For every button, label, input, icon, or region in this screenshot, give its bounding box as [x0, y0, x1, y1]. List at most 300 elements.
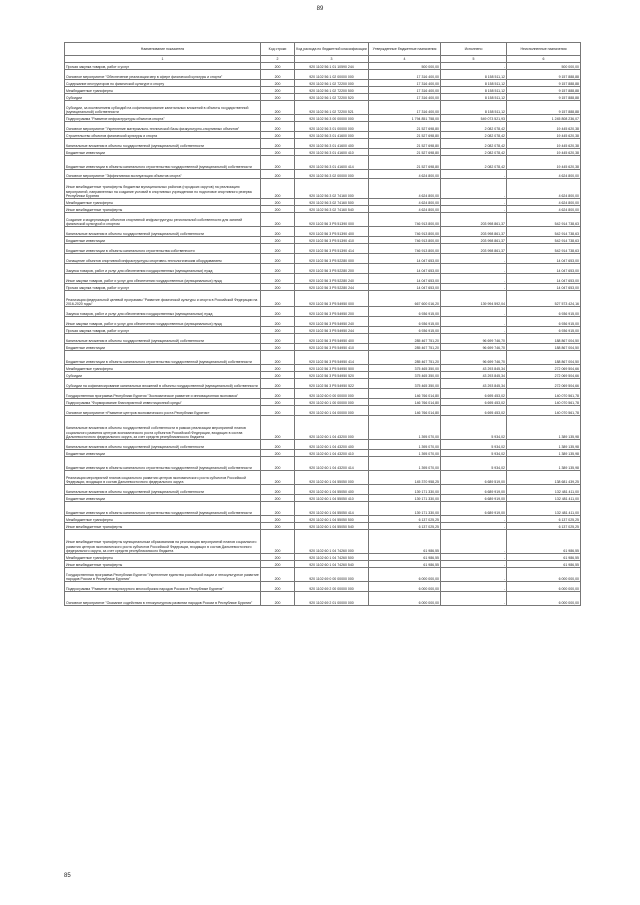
row-approved: 146 766 014,80	[369, 399, 441, 406]
row-line-code: 200	[261, 365, 295, 372]
row-approved: 139 171 330,00	[369, 502, 441, 516]
row-remaining: 272 069 504,66	[507, 372, 581, 379]
table-row	[65, 101, 581, 115]
row-name: Прочая закупка товаров, работ и услуг	[65, 284, 261, 291]
row-remaining: 542 914 738,63	[507, 237, 581, 244]
row-budget-code: 920 1102 56 3 01 41600 000	[295, 132, 369, 139]
row-line-code: 200	[261, 372, 295, 379]
row-executed: 6 689 919,00	[441, 502, 507, 516]
row-approved: 17 316 400,00	[369, 101, 441, 115]
row-budget-code: 920 1102 56 3 P5 54950 000	[295, 291, 369, 307]
table-row	[65, 317, 581, 327]
table-row	[65, 471, 581, 485]
row-remaining: 188 867 004,50	[507, 351, 581, 365]
row-name: Капитальные вложения в объекты государственной (муниципальной) собственности	[65, 485, 261, 495]
header-name: Наименование показателя	[65, 43, 261, 56]
row-name: Подпрограмма "Развитие этнокультурного многообразия народов России в Республике Бурятия"	[65, 582, 261, 592]
row-budget-code: 920 1102 69 2 01 00000 000	[295, 592, 369, 606]
row-executed: 6 689 919,00	[441, 485, 507, 495]
table-row	[65, 334, 581, 344]
row-executed: -	[441, 327, 507, 334]
row-line-code: 200	[261, 156, 295, 170]
row-budget-code: 920 1102 56 1 02 72200 521	[295, 101, 369, 115]
table-row	[65, 495, 581, 502]
row-executed: -	[441, 264, 507, 274]
row-executed: 8 158 511,12	[441, 94, 507, 101]
row-remaining: 1 389 135,98	[507, 416, 581, 440]
row-name: Основное мероприятие «Развитие центров экономического роста Республики Бурятия»	[65, 406, 261, 416]
row-approved: 1 395 070,00	[369, 416, 441, 440]
table-row	[65, 568, 581, 582]
row-line-code: 200	[261, 122, 295, 132]
table-row	[65, 254, 581, 264]
row-executed: 5 934,02	[441, 416, 507, 440]
table-row	[65, 87, 581, 94]
row-name: Реализация федеральной целевой программы "Развитие физической культуры и спорта в Российской Федерации на 2016-2020 годы"	[65, 291, 261, 307]
row-approved: 21 527 698,80	[369, 156, 441, 170]
table-row	[65, 94, 581, 101]
row-budget-code: 920 1102 56 3 01 41600 414	[295, 156, 369, 170]
table-row	[65, 406, 581, 416]
table-body	[65, 63, 581, 606]
row-name: Капитальные вложения в объекты государственной (муниципальной) собственности	[65, 139, 261, 149]
row-name: Подпрограмма "Формирование благоприятной инвестиционной среды"	[65, 399, 261, 406]
table-row	[65, 351, 581, 365]
row-line-code: 200	[261, 63, 295, 70]
row-executed: 549 073 521,93	[441, 115, 507, 122]
table-row	[65, 592, 581, 606]
row-name: Межбюджетные трансферты	[65, 199, 261, 206]
row-approved: 1 794 851 758,00	[369, 115, 441, 122]
row-executed: -	[441, 199, 507, 206]
row-line-code: 200	[261, 179, 295, 199]
row-approved: 6 137 025,25	[369, 516, 441, 523]
row-line-code: 200	[261, 101, 295, 115]
row-approved: 6 936 915,00	[369, 307, 441, 317]
row-approved: 6 137 025,25	[369, 523, 441, 530]
row-approved: 6 936 915,00	[369, 327, 441, 334]
column-number-row	[65, 56, 581, 63]
row-executed: 8 158 511,12	[441, 70, 507, 80]
row-budget-code: 920 1102 60 1 04 74260 500	[295, 554, 369, 561]
row-name: Иные межбюджетные трансферты	[65, 561, 261, 568]
row-line-code: 200	[261, 592, 295, 606]
row-approved: 21 527 698,80	[369, 132, 441, 139]
row-remaining: 188 867 004,50	[507, 344, 581, 351]
row-approved: 375 465 350,00	[369, 372, 441, 379]
row-line-code: 200	[261, 199, 295, 206]
row-remaining: 6 936 915,00	[507, 317, 581, 327]
row-approved: 1 395 070,00	[369, 457, 441, 471]
row-line-code: 200	[261, 530, 295, 554]
row-remaining: 527 573 424,16	[507, 291, 581, 307]
row-name: Создание и модернизация объектов спортивной инфраструктуры региональной собственности для занятий физической культурой и спортом	[65, 213, 261, 227]
row-budget-code: 920 1102 60 1 04 55050 400	[295, 485, 369, 495]
row-executed: -	[441, 307, 507, 317]
row-name: Основное мероприятие "Эффективная эксплуатация объектов спорта"	[65, 170, 261, 179]
row-remaining: 19 445 620,38	[507, 139, 581, 149]
row-executed: -	[441, 179, 507, 199]
row-line-code: 200	[261, 87, 295, 94]
row-remaining: 272 069 504,66	[507, 365, 581, 372]
row-approved: 746 913 800,00	[369, 244, 441, 254]
row-name: Иные закупки товаров, работ и услуг для обеспечения государственных (муниципальных) нужд	[65, 274, 261, 284]
row-approved: 1 395 070,00	[369, 450, 441, 457]
row-line-code: 200	[261, 389, 295, 399]
table-row	[65, 365, 581, 372]
row-line-code: 200	[261, 94, 295, 101]
row-line-code: 200	[261, 307, 295, 317]
row-approved: 6 936 915,00	[369, 317, 441, 327]
row-line-code: 200	[261, 213, 295, 227]
row-line-code: 200	[261, 170, 295, 179]
row-approved: 500 000,00	[369, 63, 441, 70]
row-budget-code: 920 1102 56 3 P5 54950 520	[295, 372, 369, 379]
row-budget-code: 920 1102 56 3 P5 51390 414	[295, 244, 369, 254]
row-remaining: 138 681 439,25	[507, 471, 581, 485]
row-budget-code: 920 1102 56 3 00 00000 000	[295, 115, 369, 122]
row-approved: 17 316 400,00	[369, 80, 441, 87]
row-budget-code: 920 1102 56 3 P5 54950 500	[295, 365, 369, 372]
row-name: Бюджетные инвестиции	[65, 344, 261, 351]
row-line-code: 200	[261, 317, 295, 327]
row-executed: -	[441, 592, 507, 606]
row-remaining: 61 986,55	[507, 561, 581, 568]
row-approved: 4 624 800,00	[369, 170, 441, 179]
row-name: Капитальные вложения в объекты государственной собственности в рамках реализации мероприятий планов социального развития центров экономического роста субъектов Российской Федерации, входящих в состав Дальневосточного федерального округа, за счет средств республиканского бюджета	[65, 416, 261, 440]
row-approved: 21 527 698,80	[369, 149, 441, 156]
row-budget-code: 920 1102 60 1 04 55050 540	[295, 523, 369, 530]
row-remaining: 1 389 135,98	[507, 440, 581, 450]
row-name: Капитальные вложения в объекты государственной (муниципальной) собственности	[65, 334, 261, 344]
row-name: Бюджетные инвестиции	[65, 149, 261, 156]
row-line-code: 200	[261, 344, 295, 351]
row-remaining: 61 986,55	[507, 554, 581, 561]
row-line-code: 200	[261, 327, 295, 334]
header-line-code: Код строки	[261, 43, 295, 56]
row-remaining: 542 914 738,63	[507, 227, 581, 237]
row-budget-code: 920 1102 56 3 P5 51390 410	[295, 237, 369, 244]
column-number: 3	[295, 56, 369, 63]
table-row	[65, 179, 581, 199]
page-number-top: 89	[316, 6, 324, 12]
row-name: Межбюджетные трансферты	[65, 365, 261, 372]
row-name: Бюджетные инвестиции в объекты капитального строительства государственной (муниципальной) собственности	[65, 351, 261, 365]
row-executed: -	[441, 317, 507, 327]
row-budget-code: 920 1102 56 3 02 74160 540	[295, 206, 369, 213]
row-approved: 667 600 016,20	[369, 291, 441, 307]
row-approved: 746 913 800,00	[369, 213, 441, 227]
row-line-code: 200	[261, 561, 295, 568]
row-line-code: 200	[261, 80, 295, 87]
row-approved: 17 316 400,00	[369, 87, 441, 94]
row-budget-code: 920 1102 56 3 P5 54950 410	[295, 344, 369, 351]
row-executed: -	[441, 568, 507, 582]
row-name: Капитальные вложения в объекты государственной (муниципальной) собственности	[65, 440, 261, 450]
table-row	[65, 582, 581, 592]
row-budget-code: 920 1102 60 1 00 00000 000	[295, 399, 369, 406]
row-budget-code: 920 1102 69 0 00 00000 000	[295, 568, 369, 582]
row-approved: 61 986,55	[369, 554, 441, 561]
row-approved: 145 370 958,25	[369, 471, 441, 485]
row-line-code: 200	[261, 274, 295, 284]
row-remaining: 542 914 738,63	[507, 244, 581, 254]
row-executed: -	[441, 582, 507, 592]
row-name: Бюджетные инвестиции	[65, 450, 261, 457]
row-line-code: 200	[261, 351, 295, 365]
row-line-code: 200	[261, 582, 295, 592]
table-row	[65, 274, 581, 284]
table-row	[65, 554, 581, 561]
budget-execution-table	[64, 42, 581, 606]
table-row	[65, 307, 581, 317]
table-row	[65, 530, 581, 554]
row-name: Бюджетные инвестиции в объекты капитального строительства государственной (муниципальной) собственности	[65, 502, 261, 516]
row-remaining: 6 000 000,00	[507, 568, 581, 582]
row-name: Бюджетные инвестиции в объекты капитального строительства государственной (муниципальной) собственности	[65, 457, 261, 471]
row-name: Иные межбюджетные трансферты муниципальным образованиям на реализацию мероприятий планов социального развития центров экономического роста субъектов Российской Федерации, входящих в состав Дальневосточного федерального округа, за счет средств республиканского бюджета	[65, 530, 261, 554]
row-budget-code: 920 1102 60 1 04 43200 400	[295, 440, 369, 450]
row-budget-code: 920 1102 60 1 04 55050 500	[295, 516, 369, 523]
row-executed: -	[441, 63, 507, 70]
row-name: Бюджетные инвестиции	[65, 495, 261, 502]
row-executed: 203 998 861,37	[441, 213, 507, 227]
row-executed: 2 082 078,42	[441, 156, 507, 170]
table-row	[65, 63, 581, 70]
row-executed: 43 293 845,34	[441, 372, 507, 379]
row-name: Оснащение объектов спортивной инфраструктуры спортивно-технологическим оборудованием	[65, 254, 261, 264]
row-executed: 203 998 861,37	[441, 227, 507, 237]
row-approved: 4 624 800,00	[369, 199, 441, 206]
row-budget-code: 920 1102 56 3 P5 54950 240	[295, 317, 369, 327]
row-approved: 1 395 070,00	[369, 440, 441, 450]
row-line-code: 200	[261, 399, 295, 406]
row-budget-code: 920 1102 56 3 P5 52280 240	[295, 274, 369, 284]
row-name: Субсидии	[65, 94, 261, 101]
row-budget-code: 920 1102 60 1 04 55050 410	[295, 495, 369, 502]
row-budget-code: 920 1102 60 1 04 55050 000	[295, 471, 369, 485]
table-row	[65, 80, 581, 87]
table-header-row	[65, 43, 581, 56]
row-executed: 5 934,02	[441, 457, 507, 471]
row-line-code: 200	[261, 139, 295, 149]
row-line-code: 200	[261, 450, 295, 457]
row-name: Субсидии	[65, 372, 261, 379]
row-budget-code: 920 1102 56 3 P5 51390 000	[295, 213, 369, 227]
table-row	[65, 561, 581, 568]
row-remaining: 140 070 561,78	[507, 399, 581, 406]
row-executed: 6 695 453,02	[441, 389, 507, 399]
page-number-bottom: 85	[64, 873, 71, 879]
row-remaining: 9 157 888,88	[507, 94, 581, 101]
row-name: Государственная программа Республики Бурятия "Укрепление единства российской нации и этнокультурное развитие народов России в Республике Бурятия"	[65, 568, 261, 582]
row-executed: 203 998 861,37	[441, 237, 507, 244]
row-executed: 43 293 845,34	[441, 365, 507, 372]
row-approved: 14 047 653,00	[369, 264, 441, 274]
table-row	[65, 523, 581, 530]
row-executed: 6 695 453,02	[441, 406, 507, 416]
table-row	[65, 485, 581, 495]
row-budget-code: 920 1102 56 1 01 10590 244	[295, 63, 369, 70]
table-row	[65, 156, 581, 170]
row-remaining: 6 936 915,00	[507, 307, 581, 317]
row-approved: 285 467 751,20	[369, 334, 441, 344]
row-remaining: 6 000 000,00	[507, 582, 581, 592]
row-remaining: 19 445 620,38	[507, 122, 581, 132]
row-executed: 8 158 511,12	[441, 87, 507, 94]
row-remaining: 1 245 808 236,07	[507, 115, 581, 122]
header-remaining: Неисполненные назначения	[507, 43, 581, 56]
row-executed: -	[441, 530, 507, 554]
table-row	[65, 416, 581, 440]
row-budget-code: 920 1102 56 3 02 00000 000	[295, 170, 369, 179]
row-budget-code: 920 1102 56 3 P5 52280 244	[295, 284, 369, 291]
header-approved: Утвержденные бюджетные назначения	[369, 43, 441, 56]
row-line-code: 200	[261, 70, 295, 80]
column-number: 5	[441, 56, 507, 63]
row-executed: 5 934,02	[441, 440, 507, 450]
table-row	[65, 344, 581, 351]
row-name: Иные межбюджетные трансферты бюджетам муниципальных районов (городских округов) на реализацию мероприятий, направленных на создание условий в спортивных учреждениях по подготовке спортивного резерва Республики Бурятия	[65, 179, 261, 199]
row-remaining: 14 047 653,00	[507, 254, 581, 264]
row-remaining: 19 445 620,38	[507, 149, 581, 156]
row-line-code: 200	[261, 254, 295, 264]
row-remaining: 272 069 504,66	[507, 379, 581, 389]
row-remaining: 9 157 888,88	[507, 70, 581, 80]
row-approved: 375 465 350,00	[369, 365, 441, 372]
row-remaining: 132 481 411,00	[507, 502, 581, 516]
row-remaining: 188 867 004,50	[507, 334, 581, 344]
row-approved: 4 624 800,00	[369, 179, 441, 199]
row-remaining: 1 389 135,98	[507, 457, 581, 471]
table-row	[65, 213, 581, 227]
row-name: Бюджетные инвестиции	[65, 237, 261, 244]
row-line-code: 200	[261, 485, 295, 495]
row-remaining: 14 047 653,00	[507, 264, 581, 274]
row-executed: 6 689 919,00	[441, 495, 507, 502]
row-approved: 17 316 400,00	[369, 94, 441, 101]
table-row	[65, 149, 581, 156]
table-row	[65, 389, 581, 399]
row-executed: -	[441, 523, 507, 530]
row-budget-code: 920 1102 56 3 P5 54950 522	[295, 379, 369, 389]
column-number: 1	[65, 56, 261, 63]
row-line-code: 200	[261, 568, 295, 582]
row-executed: 96 699 746,70	[441, 334, 507, 344]
row-budget-code: 920 1102 60 1 04 55050 414	[295, 502, 369, 516]
row-approved: 21 527 698,80	[369, 139, 441, 149]
table-row	[65, 115, 581, 122]
row-name: Подпрограмма "Развитие инфраструктуры объектов спорта"	[65, 115, 261, 122]
table-row	[65, 244, 581, 254]
row-budget-code: 920 1102 60 1 04 74260 000	[295, 530, 369, 554]
row-name: Содержание инструкторов по физической культуре и спорту	[65, 80, 261, 87]
row-approved: 6 000 000,00	[369, 582, 441, 592]
row-line-code: 200	[261, 416, 295, 440]
table-row	[65, 206, 581, 213]
table-row	[65, 440, 581, 450]
row-budget-code: 920 1102 56 1 02 72200 000	[295, 80, 369, 87]
row-approved: 14 047 653,00	[369, 284, 441, 291]
table-row	[65, 516, 581, 523]
table-row	[65, 264, 581, 274]
row-budget-code: 920 1102 60 1 04 74260 540	[295, 561, 369, 568]
row-name: Государственная программа Республики Бурятия "Экономическое развитие и инновационная экономика"	[65, 389, 261, 399]
table-row	[65, 399, 581, 406]
header-budget-code: Код расхода по бюджетной классификации	[295, 43, 369, 56]
row-remaining: 140 070 561,78	[507, 406, 581, 416]
row-executed: 2 082 078,42	[441, 139, 507, 149]
row-approved: 146 766 014,80	[369, 406, 441, 416]
row-line-code: 200	[261, 457, 295, 471]
row-name: Прочая закупка товаров, работ и услуг	[65, 63, 261, 70]
table-row	[65, 227, 581, 237]
row-line-code: 200	[261, 291, 295, 307]
row-name: Межбюджетные трансферты	[65, 87, 261, 94]
row-executed: 2 082 078,42	[441, 122, 507, 132]
row-remaining: 14 047 653,00	[507, 274, 581, 284]
table-row	[65, 372, 581, 379]
row-remaining: 140 070 561,78	[507, 389, 581, 399]
row-executed: -	[441, 170, 507, 179]
row-executed: 8 158 511,12	[441, 80, 507, 87]
row-name: Прочая закупка товаров, работ и услуг	[65, 327, 261, 334]
column-number: 2	[261, 56, 295, 63]
table-row	[65, 327, 581, 334]
table-row	[65, 284, 581, 291]
table-row	[65, 502, 581, 516]
header-executed: Исполнено	[441, 43, 507, 56]
row-name: Иные межбюджетные трансферты	[65, 523, 261, 530]
row-name: Бюджетные инвестиции в объекты капитального строительства собственности	[65, 244, 261, 254]
row-budget-code: 920 1102 56 3 01 41600 410	[295, 149, 369, 156]
row-approved: 285 467 751,20	[369, 344, 441, 351]
row-executed: 8 158 511,12	[441, 101, 507, 115]
row-executed: 2 082 078,42	[441, 149, 507, 156]
row-approved: 14 047 653,00	[369, 254, 441, 264]
row-remaining: 4 624 800,00	[507, 179, 581, 199]
row-line-code: 200	[261, 237, 295, 244]
row-name: Закупка товаров, работ и услуг для обеспечения государственных (муниципальных) нужд	[65, 307, 261, 317]
row-budget-code: 920 1102 56 3 P5 54950 400	[295, 334, 369, 344]
row-budget-code: 920 1102 56 3 P5 51390 400	[295, 227, 369, 237]
row-approved: 285 467 751,20	[369, 351, 441, 365]
row-approved: 21 527 698,80	[369, 122, 441, 132]
row-budget-code: 920 1102 56 3 P5 54950 244	[295, 327, 369, 334]
row-executed: 5 934,02	[441, 450, 507, 457]
row-name: Основное мероприятие "Обеспечение реализации мер в сфере физической культуры и спорта"	[65, 70, 261, 80]
row-line-code: 200	[261, 502, 295, 516]
row-line-code: 200	[261, 440, 295, 450]
row-remaining: 4 624 800,00	[507, 170, 581, 179]
row-approved: 17 316 400,00	[369, 70, 441, 80]
row-remaining: 61 986,55	[507, 530, 581, 554]
row-budget-code: 920 1102 56 3 02 74160 000	[295, 179, 369, 199]
row-line-code: 200	[261, 379, 295, 389]
row-approved: 146 766 014,80	[369, 389, 441, 399]
row-approved: 375 465 350,00	[369, 379, 441, 389]
row-line-code: 200	[261, 406, 295, 416]
row-remaining: 19 445 620,38	[507, 132, 581, 139]
table-row	[65, 139, 581, 149]
row-remaining: 9 157 888,88	[507, 80, 581, 87]
row-remaining: 19 445 620,38	[507, 156, 581, 170]
row-approved: 746 913 800,00	[369, 237, 441, 244]
row-budget-code: 920 1102 56 3 P5 54950 200	[295, 307, 369, 317]
row-budget-code: 920 1102 56 3 01 41600 400	[295, 139, 369, 149]
row-remaining: 4 624 800,00	[507, 199, 581, 206]
row-budget-code: 920 1102 56 3 P5 52280 200	[295, 264, 369, 274]
